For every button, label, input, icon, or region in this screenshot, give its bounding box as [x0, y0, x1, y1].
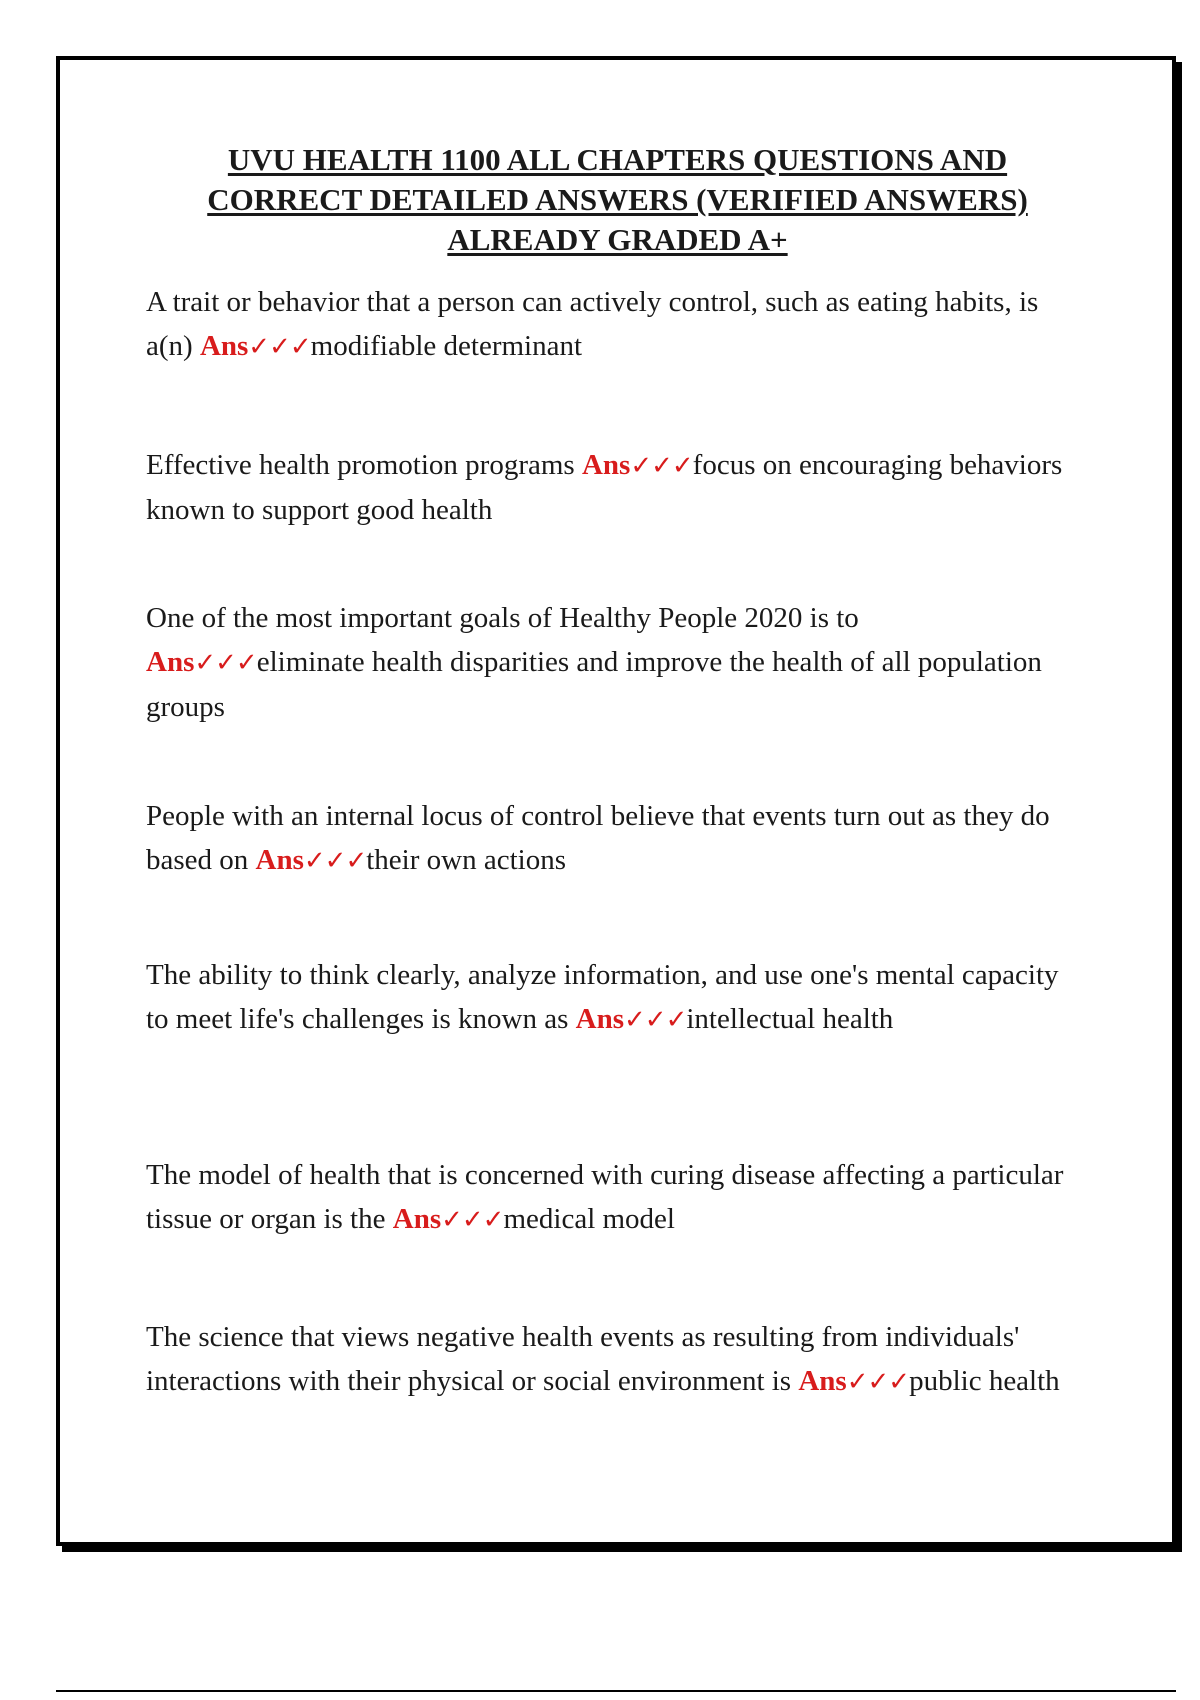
question-text: People with an internal locus of control believe that events turn out as they do based on [146, 800, 1050, 876]
document-title: UVU HEALTH 1100 ALL CHAPTERS QUESTIONS AND CORRECT DETAILED ANSWERS (VERIFIED ANSWERS) ALREADY GRADED A+ [207, 142, 1028, 257]
question-text: The science that views negative health events as resulting from individuals' interactions with their physical or social environment is [146, 1321, 1020, 1397]
check-marks-icon: ✓✓✓ [194, 648, 257, 678]
check-marks-icon: ✓✓✓ [624, 1005, 687, 1035]
qa-item [146, 1315, 1081, 1404]
question-text: The model of health that is concerned with curing disease affecting a particular tissue or organ is the [146, 1159, 1064, 1235]
qa-item [146, 280, 1081, 369]
check-marks-icon: ✓✓✓ [248, 332, 311, 362]
answer-marker: Ans [798, 1365, 847, 1397]
qa-item [146, 1153, 1081, 1242]
question-text: Effective health promotion programs [146, 449, 582, 481]
qa-item [146, 953, 1081, 1042]
answer-text: medical model [503, 1203, 675, 1235]
answer-marker: Ans [199, 330, 249, 362]
answer-marker: Ans [392, 1203, 442, 1235]
answer-text: their own actions [366, 844, 566, 876]
check-marks-icon: ✓✓✓ [630, 451, 693, 481]
check-marks-icon: ✓✓✓ [441, 1205, 504, 1235]
check-marks-icon: ✓✓✓ [846, 1367, 910, 1397]
qa-item [146, 794, 1081, 883]
question-text: The ability to think clearly, analyze information, and use one's mental capacity to meet life's challenges is known as [146, 959, 1059, 1035]
answer-marker: Ans [146, 646, 195, 678]
answer-text: eliminate health disparities and improve the health of all population groups [146, 646, 1042, 723]
answer-text: focus on encouraging behaviors known to support good health [146, 449, 1063, 526]
answer-text: modifiable determinant [310, 330, 583, 362]
answer-marker: Ans [255, 844, 304, 876]
answer-text: intellectual health [686, 1003, 894, 1035]
qa-item [146, 443, 1081, 532]
answer-text: public health [909, 1365, 1060, 1397]
qa-item [146, 596, 1081, 729]
question-text: A trait or behavior that a person can actively control, such as eating habits, is a(n) [146, 286, 1039, 362]
answer-marker: Ans [575, 1003, 625, 1035]
check-marks-icon: ✓✓✓ [303, 846, 367, 876]
question-text: One of the most important goals of Healthy People 2020 is to [146, 602, 859, 634]
answer-marker: Ans [581, 449, 631, 481]
footer-divider [56, 1690, 1176, 1692]
